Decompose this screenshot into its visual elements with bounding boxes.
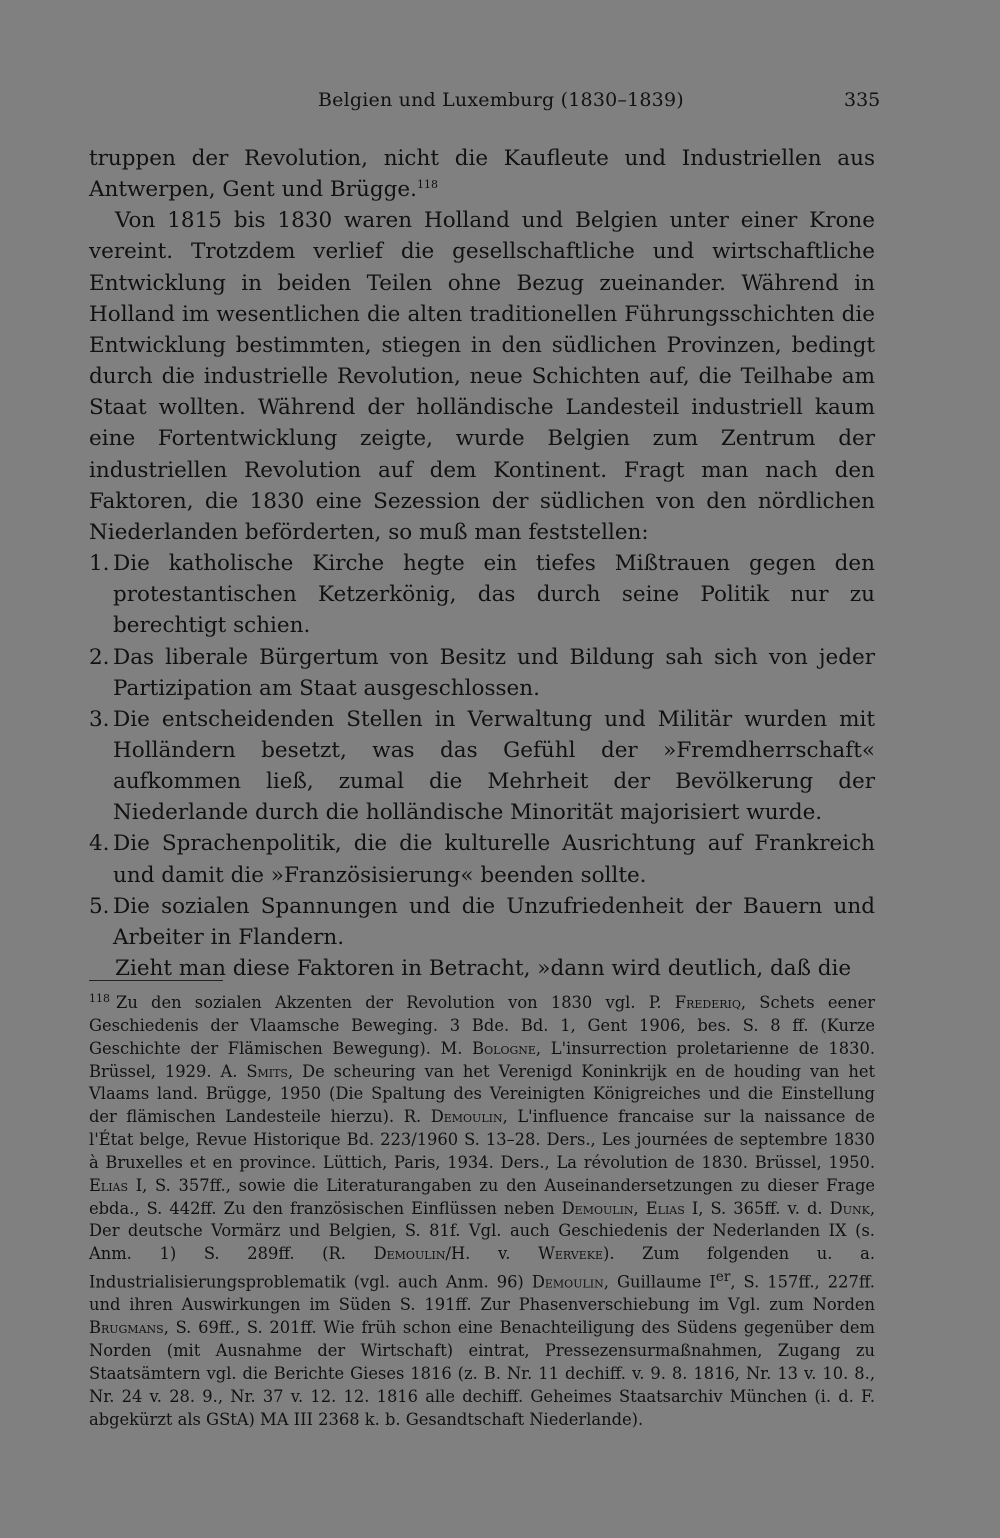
author-name: Werveke (538, 1244, 603, 1264)
list-item-number: 2. (89, 644, 110, 670)
footnote-text: , (633, 1198, 646, 1218)
paragraph-2: Von 1815 bis 1830 waren Holland und Belgien unter einer Krone vereint. Trotzdem verlief die gesellschaftliche und wirtschaftliche Entwicklung in beiden Teilen ohne Bezug zueinander. Während in Holland im wesentlichen die alten traditionellen Führungsschichten die Entwicklung bestimmten, stiegen in den südlichen Provinzen, bedingt durch die industrielle Revolution, neue Schichten auf, die Teilhabe am Staat wollten. Während der holländische Landesteil industriell kaum eine Fortentwicklung zeigte, wurde Belgien zum Zentrum der industriellen Revolution auf dem Kontinent. Fragt man nach den Faktoren, die 1830 eine Sezession der südlichen von den nördlichen Niederlanden beförderten, so muß man feststellen: (89, 208, 875, 545)
author-name: Demoulin (430, 1107, 503, 1127)
list-item-text: Die sozialen Spannungen und die Unzufriedenheit der Bauern und Arbeiter in Flandern. (113, 893, 875, 950)
running-head: Belgien und Luxemburg (1830–1839) (318, 89, 684, 111)
author-name: Elias (89, 1175, 129, 1195)
author-name: Demoulin (373, 1244, 446, 1264)
footnote-divider (89, 980, 223, 981)
list-item (89, 828, 875, 890)
list-item-number: 1. (89, 551, 110, 577)
footnote-number: 118 (89, 991, 110, 1005)
list-item-text: Das liberale Bürgertum von Besitz und Bildung sah sich von jeder Partizipation am Staat ausgeschlossen. (113, 644, 875, 701)
main-text (89, 143, 875, 984)
list-item-number: 5. (89, 893, 110, 919)
footnote-118 (89, 992, 875, 1431)
list-item (89, 704, 875, 829)
footnote-text: , L'insurrection proletarienne de 1830. Brüssel, 1929. A. (89, 1038, 875, 1081)
author-name: Brugmans (89, 1318, 164, 1338)
footnote-text: , Der deutsche Vormärz und Belgien, S. 81f. Vgl. auch Geschiedenis der Nederlanden IX (s. Anm. 1) S. 289ff. (R. (89, 1198, 875, 1264)
paragraph-1 (89, 143, 875, 205)
paragraph-3: Zieht man diese Faktoren in Betracht, »dann wird deutlich, daß die (115, 956, 852, 982)
list-item-text: Die Sprachenpolitik, die die kulturelle Ausrichtung auf Frankreich und damit die »Französisierung« beenden sollte. (113, 831, 875, 888)
footnote-text: ). Zum folgenden u. a. Industrialisierungsproblematik (vgl. auch Anm. 96) (89, 1244, 875, 1292)
footnote-text: , Schets eener Geschiedenis der Vlaamsche Beweging. 3 Bde. Bd. 1, Gent 1906, bes. S. 8 ff. (Kurze Geschichte der Flämischen Bewegung). M. (89, 993, 875, 1058)
author-name: Demoulin (531, 1272, 604, 1292)
list-item-text: Die katholische Kirche hegte ein tiefes Mißtrauen gegen den protestantischen Ketzerkönig, das durch seine Politik nur zu berechtigt schien. (113, 551, 875, 639)
footnote-reference[interactable]: 118 (416, 178, 438, 191)
author-name: Elias (645, 1198, 685, 1218)
page-number: 335 (844, 89, 881, 111)
paragraph-1-text: truppen der Revolution, nicht die Kaufleute und Industriellen aus Antwerpen, Gent und Brügge. (89, 146, 875, 203)
list-item-text: Die entscheidenden Stellen in Verwaltung und Militär wurden mit Holländern besetzt, was das Gefühl der »Fremdherrschaft« aufkommen ließ, zumal die Mehrheit der Bevölkerung der Niederlande durch die holländische Minorität majorisiert wurde. (113, 706, 875, 826)
author-name: Demoulin (561, 1198, 634, 1218)
author-name: Frederiq (674, 993, 741, 1012)
footnote-text: I, S. 357ff., sowie die Literaturangaben zu den Auseinandersetzungen zu dieser Frage ebda., S. 442ff. Zu den französischen Einflüssen neben (89, 1175, 875, 1218)
footnote-text: Zu den sozialen Akzenten der Revolution von 1830 vgl. P. (116, 993, 675, 1012)
list-item (89, 642, 875, 704)
author-name: Dunk (829, 1198, 870, 1218)
footnote-text: I, S. 365ff. v. d. (684, 1198, 830, 1218)
list-item-number: 3. (89, 706, 110, 732)
author-name: Smits (246, 1061, 288, 1081)
author-name: Bologne (472, 1038, 536, 1058)
superscript: er (715, 1269, 731, 1286)
footnote-text: , S. 69ff., S. 201ff. Wie früh schon eine Benachteiligung des Südens gegenüber dem Norden (mit Ausnahme der Wirtschaft) eintrat, Pressezensurmaßnahmen, Zugang zu Staatsämtern vgl. die Berichte Gieses 1816 (z. B. Nr. 11 dechiff. v. 9. 8. 1816, Nr. 13 v. 10. 8., Nr. 24 v. 28. 9., Nr. 37 v. 12. 12. 1816 alle dechiff. Geheimes Staatsarchiv München (i. d. F. abgekürzt als GStA) MA III 2368 k. b. Gesandtschaft Niederlande). (89, 1318, 875, 1429)
factor-list (89, 548, 875, 953)
footnote-text: , Guillaume I (603, 1272, 716, 1292)
list-item (89, 548, 875, 641)
list-item (89, 891, 875, 953)
footnote-text: , L'influence francaise sur la naissance de l'État belge, Revue Historique Bd. 223/1960 S. 13–28. Ders., Les journées de septembre 1830 à Bruxelles et en province. Lüttich, Paris, 1934. Ders., La révolution de 1830. Brüssel, 1950. (89, 1107, 875, 1172)
footnote-text: , De scheuring van het Verenigd Koninkrijk en de houding van het Vlaams land. Brügge, 1950 (Die Spaltung des Vereinigten Königreiches und die Einstellung der flämischen Landesteile hierzu). R. (89, 1061, 876, 1127)
list-item-number: 4. (89, 831, 110, 857)
footnote-text: /H. v. (445, 1244, 539, 1264)
footnote-text: , S. 157ff., 227ff. und ihren Auswirkungen im Süden S. 191ff. Zur Phasenverschiebung im Vgl. zum Norden (89, 1272, 875, 1315)
